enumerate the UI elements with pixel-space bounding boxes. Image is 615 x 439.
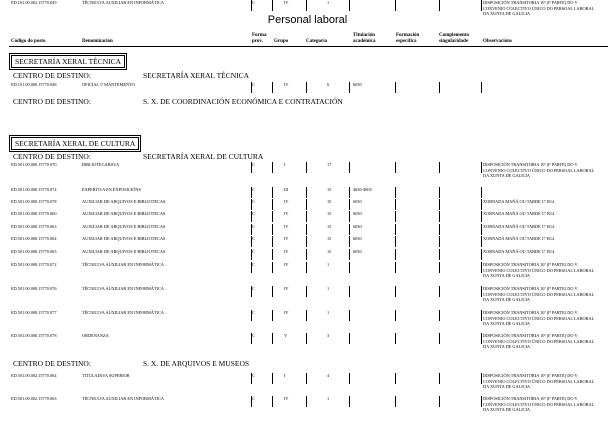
column-separator <box>439 162 440 173</box>
column-separator <box>481 162 482 173</box>
column-separator <box>349 373 350 384</box>
column-separator <box>395 262 396 273</box>
column-separator <box>439 333 440 344</box>
cell-observacions: DISPOSICIÓN TRANSITORIA 10ª (Iª PARTE) DO V CONVENIO COLECTIVO ÚNICO DO PERSOAL LABORAL DA XUNTA DE GALICIA <box>483 262 595 278</box>
column-separator <box>272 211 273 222</box>
cell-grupo: IV <box>284 236 289 241</box>
cell-code: ED.501.00.000.15770.074 <box>11 187 57 192</box>
column-separator <box>306 187 307 198</box>
cell-denominacion: TITULADO/A SUPERIOR <box>82 373 130 378</box>
table-row <box>9 0 608 20</box>
column-separator <box>439 286 440 297</box>
column-separator <box>481 0 482 11</box>
column-separator <box>306 162 307 173</box>
cell-observacions: XORNADA MAÑÁ OU TARDE Cº B14 <box>483 224 555 229</box>
cell-observacions: DISPOSICIÓN TRANSITORIA 10ª (Iª PARTE) DO V CONVENIO COLECTIVO ÚNICO DO PERSOAL LABORAL DA XUNTA DE GALICIA <box>483 396 595 412</box>
column-separator <box>395 187 396 198</box>
cell-observacions: DISPOSICIÓN TRANSITORIA 10ª (Iª PARTE) DO V CONVENIO COLECTIVO ÚNICO DO PERSOAL LABORAL DA XUNTA DE GALICIA <box>483 162 595 178</box>
column-separator <box>349 286 350 297</box>
table-row <box>9 373 608 393</box>
header-grupo: Grupo <box>274 39 289 44</box>
cell-code: ED.501.00.000.15770.078 <box>11 333 57 338</box>
cell-code: ED.101.00.000.15770.048 <box>11 82 57 87</box>
column-separator <box>395 211 396 222</box>
column-separator <box>306 249 307 260</box>
cell-titulacion: 6030 <box>353 199 362 204</box>
cell-denominacion: AUXILIAR DE ARQUIVOS E BIBLIOTECAS <box>82 199 166 204</box>
cell-code: ED.501.00.000.15770.070 <box>11 162 57 167</box>
cell-categoria: 15 <box>327 224 332 229</box>
header-forma: Forma prov. <box>252 33 267 44</box>
column-separator <box>251 162 252 173</box>
cell-forma: C <box>252 82 255 87</box>
column-separator <box>306 286 307 297</box>
column-separator <box>481 187 482 198</box>
cell-forma: C <box>252 249 255 254</box>
cell-forma: C <box>252 262 255 267</box>
cell-grupo: III <box>284 187 289 192</box>
column-separator <box>395 162 396 173</box>
table-row <box>9 262 608 282</box>
destination-label: CENTRO DE DESTINO: <box>13 359 91 368</box>
column-separator <box>439 373 440 384</box>
cell-categoria: 1 <box>327 310 330 315</box>
cell-forma: C <box>252 224 255 229</box>
header-titulacion: Titulación académica <box>353 33 376 44</box>
column-separator <box>272 199 273 210</box>
column-separator <box>481 82 482 93</box>
cell-denominacion: TÉCNICO/A AUXILIAR EN INFORMÁTICA <box>82 310 164 315</box>
column-separator <box>395 0 396 11</box>
column-separator <box>395 286 396 297</box>
cell-forma: C <box>252 211 255 216</box>
column-separator <box>272 187 273 198</box>
cell-titulacion: 6030 <box>353 211 362 216</box>
column-separator <box>251 224 252 235</box>
column-separator <box>251 187 252 198</box>
column-separator <box>349 224 350 235</box>
table-row <box>9 310 608 330</box>
cell-forma: C <box>252 333 255 338</box>
column-separator <box>395 396 396 407</box>
column-separator <box>251 310 252 321</box>
column-separator <box>439 82 440 93</box>
cell-categoria: 15 <box>327 211 332 216</box>
cell-denominacion: TÉCNICO/A AUXILIAR EN INFORMÁTICA <box>82 396 164 401</box>
column-separator <box>395 199 396 210</box>
column-separator <box>306 236 307 247</box>
column-separator <box>395 82 396 93</box>
cell-categoria: 1 <box>327 286 330 291</box>
cell-grupo: IV <box>284 224 289 229</box>
cell-observacions: XORNADA MAÑÁ OU TARDE Cº B14 <box>483 249 555 254</box>
cell-denominacion: AUXILIAR DE ARQUIVOS E BIBLIOTECAS <box>82 249 166 254</box>
column-separator <box>272 0 273 11</box>
column-separator <box>272 333 273 344</box>
cell-denominacion: ORDENANZA <box>82 333 109 338</box>
column-separator <box>481 249 482 260</box>
column-separator <box>481 199 482 210</box>
column-separator <box>349 0 350 11</box>
column-separator <box>439 224 440 235</box>
column-separator <box>306 82 307 93</box>
cell-grupo: V <box>284 333 288 338</box>
cell-grupo: IV <box>284 0 289 5</box>
section-header: SECRETARÍA XERAL DE CULTURA <box>11 137 139 150</box>
column-separator <box>349 249 350 260</box>
header-formacion: Formación específica <box>396 33 420 44</box>
header-observacions: Observacións <box>483 39 512 44</box>
cell-titulacion: 4630-4003 <box>353 187 372 192</box>
column-separator <box>272 249 273 260</box>
column-separator <box>306 211 307 222</box>
column-separator <box>349 211 350 222</box>
cell-categoria: 4 <box>327 373 330 378</box>
cell-titulacion: 6030 <box>353 236 362 241</box>
column-separator <box>251 0 252 11</box>
cell-code: ED.501.00.000.15770.064 <box>11 236 57 241</box>
column-separator <box>272 162 273 173</box>
column-separator <box>481 373 482 384</box>
column-separator <box>272 236 273 247</box>
table-row <box>9 162 608 182</box>
cell-categoria: 1 <box>327 0 330 5</box>
cell-titulacion: 6030 <box>353 224 362 229</box>
cell-categoria: 1 <box>327 262 330 267</box>
column-separator <box>251 286 252 297</box>
page-title: Personal laboral <box>267 14 348 26</box>
column-separator <box>439 199 440 210</box>
column-separator <box>349 262 350 273</box>
column-separator <box>251 249 252 260</box>
column-separator <box>306 199 307 210</box>
column-separator <box>439 396 440 407</box>
cell-categoria: 15 <box>327 249 332 254</box>
cell-denominacion: AUXILIAR DE ARQUIVOS E BIBLIOTECAS <box>82 236 166 241</box>
column-separator <box>306 224 307 235</box>
cell-categoria: 15 <box>327 236 332 241</box>
cell-forma: C <box>252 286 255 291</box>
column-separator <box>481 310 482 321</box>
column-separator <box>251 333 252 344</box>
cell-forma: C <box>252 310 255 315</box>
cell-categoria: 15 <box>327 199 332 204</box>
table-row <box>9 286 608 306</box>
cell-code: ED.501.00.000.15770.076 <box>11 286 57 291</box>
header-codigo: Código do posto <box>11 39 46 44</box>
column-separator <box>439 236 440 247</box>
column-separator <box>481 286 482 297</box>
column-separator <box>251 236 252 247</box>
cell-forma: C <box>252 373 255 378</box>
column-separator <box>349 82 350 93</box>
destination-label: CENTRO DE DESTINO: <box>13 152 91 161</box>
cell-forma: C <box>252 0 255 5</box>
column-separator <box>251 396 252 407</box>
cell-denominacion: AUXILIAR DE ARQUIVOS E BIBLIOTECAS <box>82 211 166 216</box>
cell-categoria: 6 <box>327 82 330 87</box>
cell-grupo: IV <box>284 262 289 267</box>
column-separator <box>349 236 350 247</box>
column-separator <box>395 373 396 384</box>
cell-categoria: 1 <box>327 396 330 401</box>
column-separator <box>251 211 252 222</box>
column-separator <box>439 249 440 260</box>
cell-categoria: 3 <box>327 333 330 338</box>
column-separator <box>272 396 273 407</box>
cell-observacions: DISPOSICIÓN TRANSITORIA 10ª (Iª PARTE) DO V CONVENIO COLECTIVO ÚNICO DO PERSOAL LABORAL DA XUNTA DE GALICIA <box>483 333 595 349</box>
cell-grupo: IV <box>284 310 289 315</box>
column-separator <box>251 373 252 384</box>
cell-code: ED.501.00.002.15770.063 <box>11 396 57 401</box>
header-categoria: Categoría <box>306 39 328 44</box>
cell-denominacion: TÉCNICO/A AUXILIAR EN INFORMÁTICA <box>82 0 164 5</box>
column-separator <box>306 396 307 407</box>
cell-denominacion: EXPERTO/A EN EXPOSICIÓNS <box>82 187 141 192</box>
cell-forma: C <box>252 187 255 192</box>
column-separator <box>272 310 273 321</box>
column-separator <box>481 236 482 247</box>
cell-grupo: IV <box>284 286 289 291</box>
column-separator <box>481 211 482 222</box>
column-separator <box>306 373 307 384</box>
column-separator <box>395 310 396 321</box>
cell-grupo: I <box>284 373 286 378</box>
destination-value: S. X. DE COORDINACIÓN ECONÓMICA E CONTRATACIÓN <box>143 97 343 106</box>
column-separator <box>439 310 440 321</box>
cell-categoria: 15 <box>327 187 332 192</box>
destination-value: S. X. DE ARQUIVOS E MUSEOS <box>143 359 250 368</box>
column-separator <box>481 396 482 407</box>
cell-code: ED.501.00.002.15770.064 <box>11 373 57 378</box>
cell-titulacion: 6030 <box>353 249 362 254</box>
column-separator <box>349 199 350 210</box>
column-separator <box>439 187 440 198</box>
cell-observacions: DISPOSICIÓN TRANSITORIA 10ª (Iª PARTE) DO V CONVENIO COLECTIVO ÚNICO DO PERSOAL LABORAL DA XUNTA DE GALICIA <box>483 310 595 326</box>
cell-grupo: I <box>284 162 286 167</box>
cell-observacions: XORNADA MAÑÁ OU TARDE Cº B14 <box>483 211 555 216</box>
header-denominacion: Denominación <box>82 39 113 44</box>
column-separator <box>439 0 440 11</box>
cell-denominacion: TÉCNICO/A AUXILIAR EN INFORMÁTICA <box>82 286 164 291</box>
cell-forma: C <box>252 199 255 204</box>
column-separator <box>306 0 307 11</box>
cell-forma: C <box>252 162 255 167</box>
column-separator <box>395 249 396 260</box>
destination-label: CENTRO DE DESTINO: <box>13 71 91 80</box>
cell-code: ED.501.00.000.15770.072 <box>11 262 57 267</box>
cell-grupo: IV <box>284 199 289 204</box>
column-separator <box>481 262 482 273</box>
column-separator <box>481 333 482 344</box>
cell-forma: C <box>252 396 255 401</box>
column-separator <box>395 333 396 344</box>
cell-grupo: IV <box>284 396 289 401</box>
cell-code: ED.501.00.000.15770.065 <box>11 249 57 254</box>
cell-denominacion: TÉCNICO/A AUXILIAR EN INFORMÁTICA <box>82 262 164 267</box>
header-rule <box>9 46 608 47</box>
column-separator <box>272 82 273 93</box>
cell-grupo: IV <box>284 82 289 87</box>
cell-denominacion: BIBLIOTECARIO/A <box>82 162 120 167</box>
column-separator <box>272 262 273 273</box>
column-separator <box>272 286 273 297</box>
cell-observacions: XORNADA MAÑÁ OU TARDE Cº B14 <box>483 199 555 204</box>
cell-code: ED.101.00.002.15770.049 <box>11 0 57 5</box>
cell-denominacion: OFICIAL 1ª MANTEMENTO <box>82 82 135 87</box>
cell-denominacion: AUXILIAR DE ARQUIVOS E BIBLIOTECAS <box>82 224 166 229</box>
column-separator <box>251 199 252 210</box>
cell-categoria: 17 <box>327 162 332 167</box>
destination-label: CENTRO DE DESTINO: <box>13 97 91 106</box>
cell-observacions: DISPOSICIÓN TRANSITORIA 10ª (Iª PARTE) DO V CONVENIO COLECTIVO ÚNICO DO PERSOAL LABORAL DA XUNTA DE GALICIA <box>483 0 595 16</box>
header-complemento: Complemento singularidade <box>439 33 469 44</box>
cell-observacions: XORNADA MAÑÁ OU TARDE Cº B14 <box>483 236 555 241</box>
destination-value: SECRETARÍA XERAL TÉCNICA <box>143 71 250 80</box>
column-separator <box>349 396 350 407</box>
column-separator <box>251 82 252 93</box>
column-separator <box>251 262 252 273</box>
cell-code: ED.501.00.000.15770.063 <box>11 224 57 229</box>
cell-observacions: DISPOSICIÓN TRANSITORIA 10ª (Iª PARTE) DO V CONVENIO COLECTIVO ÚNICO DO PERSOAL LABORAL DA XUNTA DE GALICIA <box>483 373 595 389</box>
column-separator <box>272 224 273 235</box>
column-separator <box>306 310 307 321</box>
column-separator <box>395 224 396 235</box>
cell-forma: C <box>252 236 255 241</box>
table-row <box>9 396 608 416</box>
column-separator <box>306 262 307 273</box>
column-separator <box>349 333 350 344</box>
section-header: SECRETARÍA XERAL TÉCNICA <box>11 55 125 68</box>
column-separator <box>395 236 396 247</box>
cell-observacions: DISPOSICIÓN TRANSITORIA 10ª (Iª PARTE) DO V CONVENIO COLECTIVO ÚNICO DO PERSOAL LABORAL DA XUNTA DE GALICIA <box>483 286 595 302</box>
cell-grupo: IV <box>284 249 289 254</box>
cell-code: ED.501.00.000.15770.060 <box>11 211 57 216</box>
destination-value: SECRETARÍA XERAL DE CULTURA <box>143 152 264 161</box>
column-separator <box>481 224 482 235</box>
cell-titulacion: 6030 <box>353 82 362 87</box>
column-separator <box>349 310 350 321</box>
column-separator <box>306 333 307 344</box>
column-separator <box>349 162 350 173</box>
cell-grupo: IV <box>284 211 289 216</box>
cell-code: ED.501.00.000.15770.077 <box>11 310 57 315</box>
table-row <box>9 333 608 353</box>
column-separator <box>439 211 440 222</box>
column-separator <box>272 373 273 384</box>
cell-code: ED.501.00.000.15770.078 <box>11 199 57 204</box>
column-separator <box>439 262 440 273</box>
column-separator <box>349 187 350 198</box>
